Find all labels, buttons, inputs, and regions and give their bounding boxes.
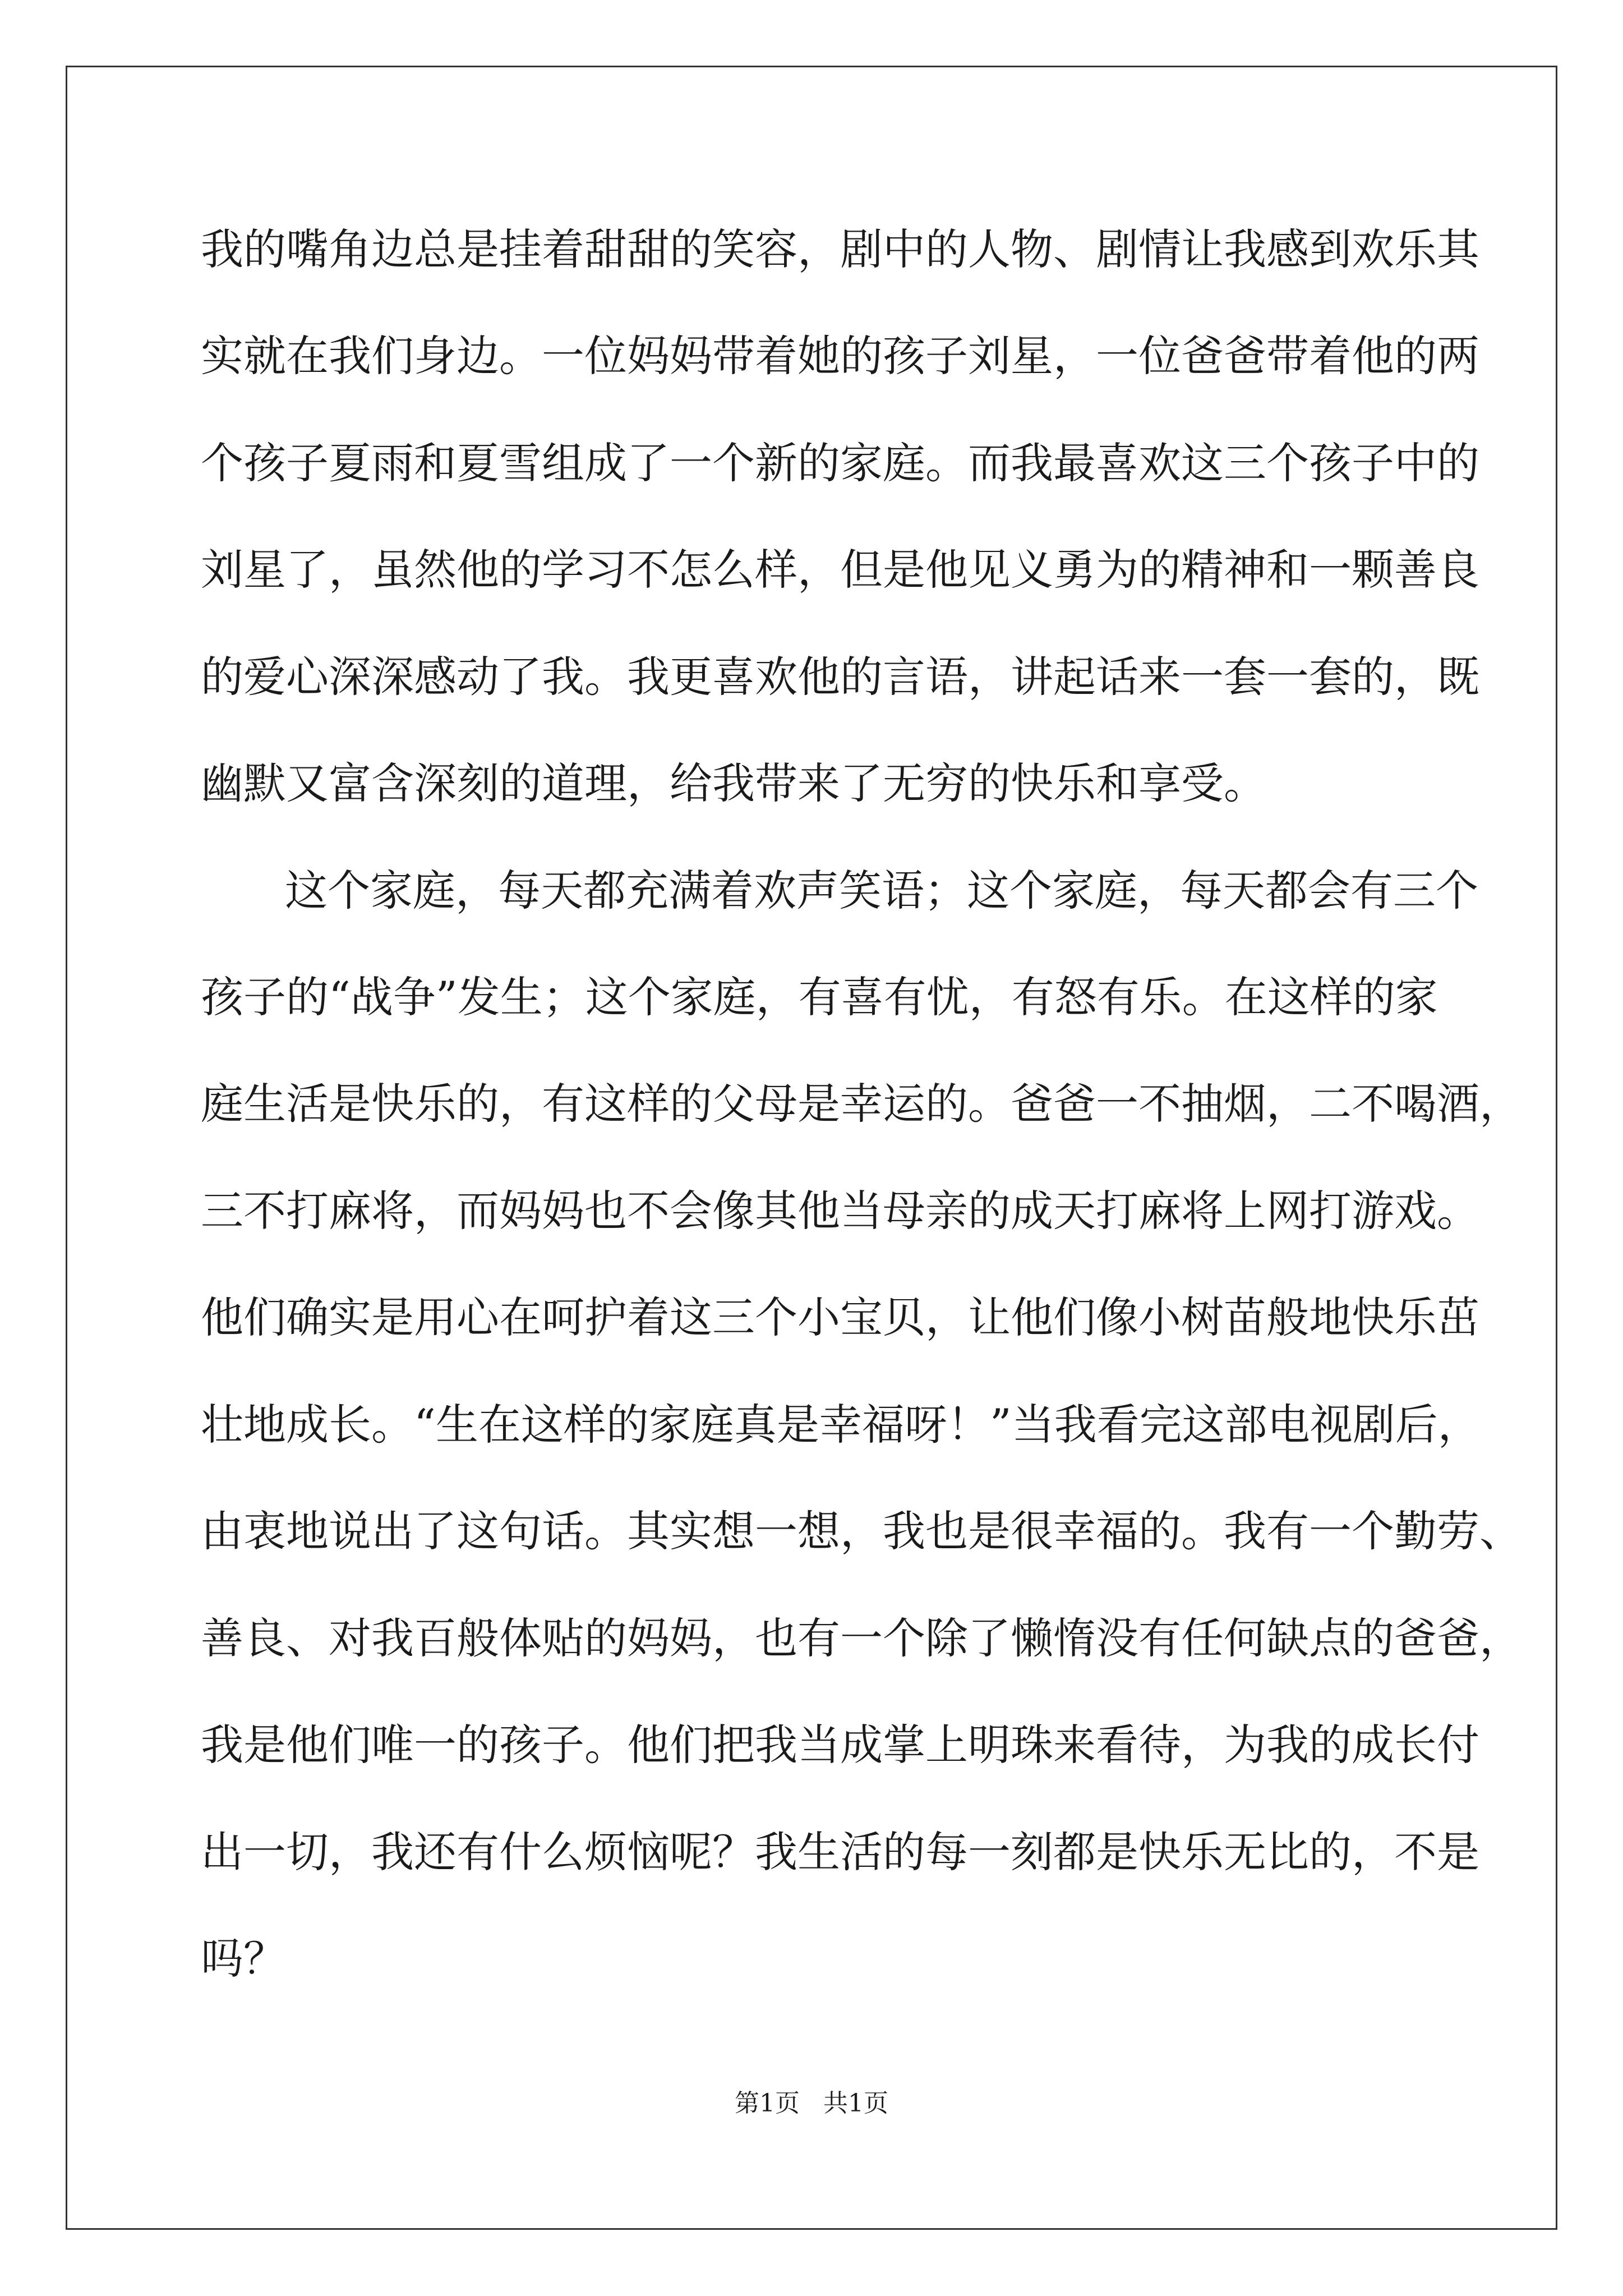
text-line: 三不打麻将，而妈妈也不会像其他当母亲的成天打麻将上网打游戏。 [201, 1186, 1479, 1236]
text-line: 吗？ [201, 1934, 286, 1984]
text-line: 幽默又富含深刻的道理，给我带来了无穷的快乐和享受。 [201, 758, 1266, 808]
text-line: 刘星了，虽然他的学习不怎么样，但是他见义勇为的精神和一颗善良 [201, 545, 1479, 595]
text-line: 孩子的“战争”发生；这个家庭，有喜有忧，有怒有乐。在这样的家 [201, 972, 1438, 1022]
text-line: 的爱心深深感动了我。我更喜欢他的言语，讲起话来一套一套的，既 [201, 652, 1479, 702]
text-line: 由衷地说出了这句话。其实想一想，我也是很幸福的。我有一个勤劳、 [201, 1506, 1522, 1556]
text-line: 出一切，我还有什么烦恼呢？我生活的每一刻都是快乐无比的，不是 [201, 1827, 1479, 1877]
text-line: 庭生活是快乐的，有这样的父母是幸运的。爸爸一不抽烟，二不喝酒， [201, 1079, 1522, 1129]
text-line: 我的嘴角边总是挂着甜甜的笑容，剧中的人物、剧情让我感到欢乐其 [201, 224, 1479, 274]
text-line: 这个家庭，每天都充满着欢声笑语；这个家庭，每天都会有三个 [285, 866, 1478, 915]
text-line: 我是他们唯一的孩子。他们把我当成掌上明珠来看待，为我的成长付 [201, 1720, 1479, 1770]
text-line: 壮地成长。“生在这样的家庭真是幸福呀！”当我看完这部电视剧后， [201, 1400, 1481, 1450]
text-line: 实就在我们身边。一位妈妈带着她的孩子刘星，一位爸爸带着他的两 [201, 331, 1479, 381]
text-line: 他们确实是用心在呵护着这三个小宝贝，让他们像小树苗般地快乐茁 [201, 1292, 1479, 1342]
text-line: 个孩子夏雨和夏雪组成了一个新的家庭。而我最喜欢这三个孩子中的 [201, 438, 1479, 488]
text-line: 善良、对我百般体贴的妈妈，也有一个除了懒惰没有任何缺点的爸爸， [201, 1613, 1522, 1663]
page-number-footer: 第1页 共1页 [735, 2089, 888, 2118]
